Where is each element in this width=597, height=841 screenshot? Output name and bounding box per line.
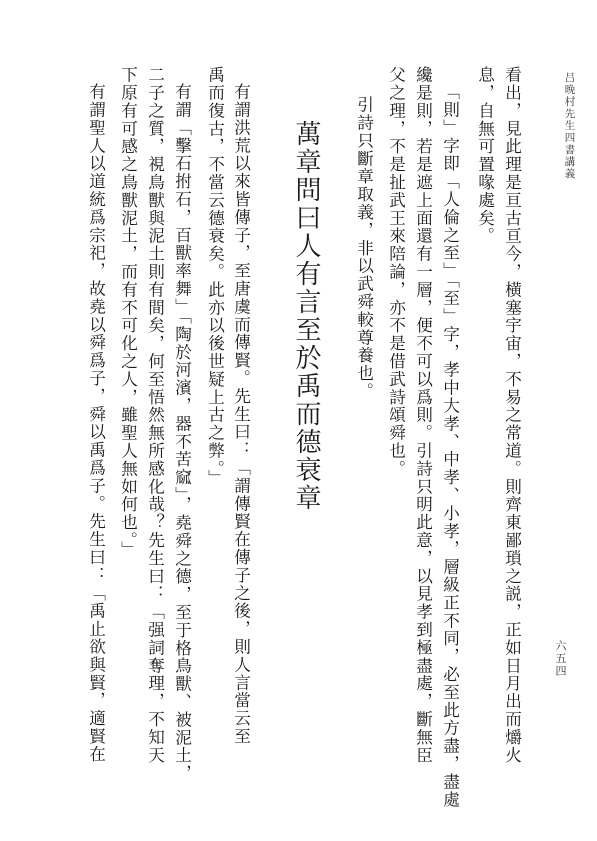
text-column-1: 看出，見此理是亘古亘今，横塞宇宙，不易之常道。則齊東鄙瑣之説，正如日月出而爝火 xyxy=(502,66,522,765)
section-column-3: 有謂「擊石拊石，百獸率舞」「陶於河濱，器不苦窳」，堯舜之德，至于格鳥獸、被泥土， xyxy=(172,83,192,783)
text-column-2: 息，自無可置喙處矣。 xyxy=(475,66,495,245)
section-column-2: 禹而復古，不當云德衰矣。此亦以後世疑上古之弊。」 xyxy=(205,66,225,488)
text-column-4: 纔是則，若是遮上面還有一層，便不可以爲則。引詩只明此意，以見孝到極盡處，斷無臣 xyxy=(413,66,433,765)
section-column-5: 下原有可感之鳥獸泥土，而有不可化之人，雖聖人無如何也。」 xyxy=(118,66,138,559)
text-column-6: 引詩只斷章取義，非以武舜較尊養也。 xyxy=(354,96,374,401)
running-head: 吕晚村先生四書講義 xyxy=(563,72,576,180)
section-column-4: 二子之質，視鳥獸與泥土則有間矣，何至悟然無所感化哉？先生曰：「强詞奪理，不知天 xyxy=(145,66,165,765)
text-column-5: 父之理，不是扯武王來陪論，亦不是借武詩頌舜也。 xyxy=(386,66,406,478)
text-column-3: 「則」字即「人倫之至」「至」字，孝中大孝、中孝、小孝，層級正不同，必至此方盡，盡處 xyxy=(440,83,460,809)
section-column-6: 有謂聖人以道統爲宗祀，故堯以舜爲子，舜以禹爲子。先生曰：「禹止欲與賢，適賢在 xyxy=(86,83,106,764)
section-column-1: 有謂洪荒以來皆傳子，至唐虞而傳賢。先生曰：「謂傳賢在傳子之後，則人言當云至 xyxy=(231,83,251,746)
page-number: 六五四 xyxy=(554,640,567,678)
chapter-heading: 萬章問曰人有言至於禹而德衰章 xyxy=(291,120,321,512)
